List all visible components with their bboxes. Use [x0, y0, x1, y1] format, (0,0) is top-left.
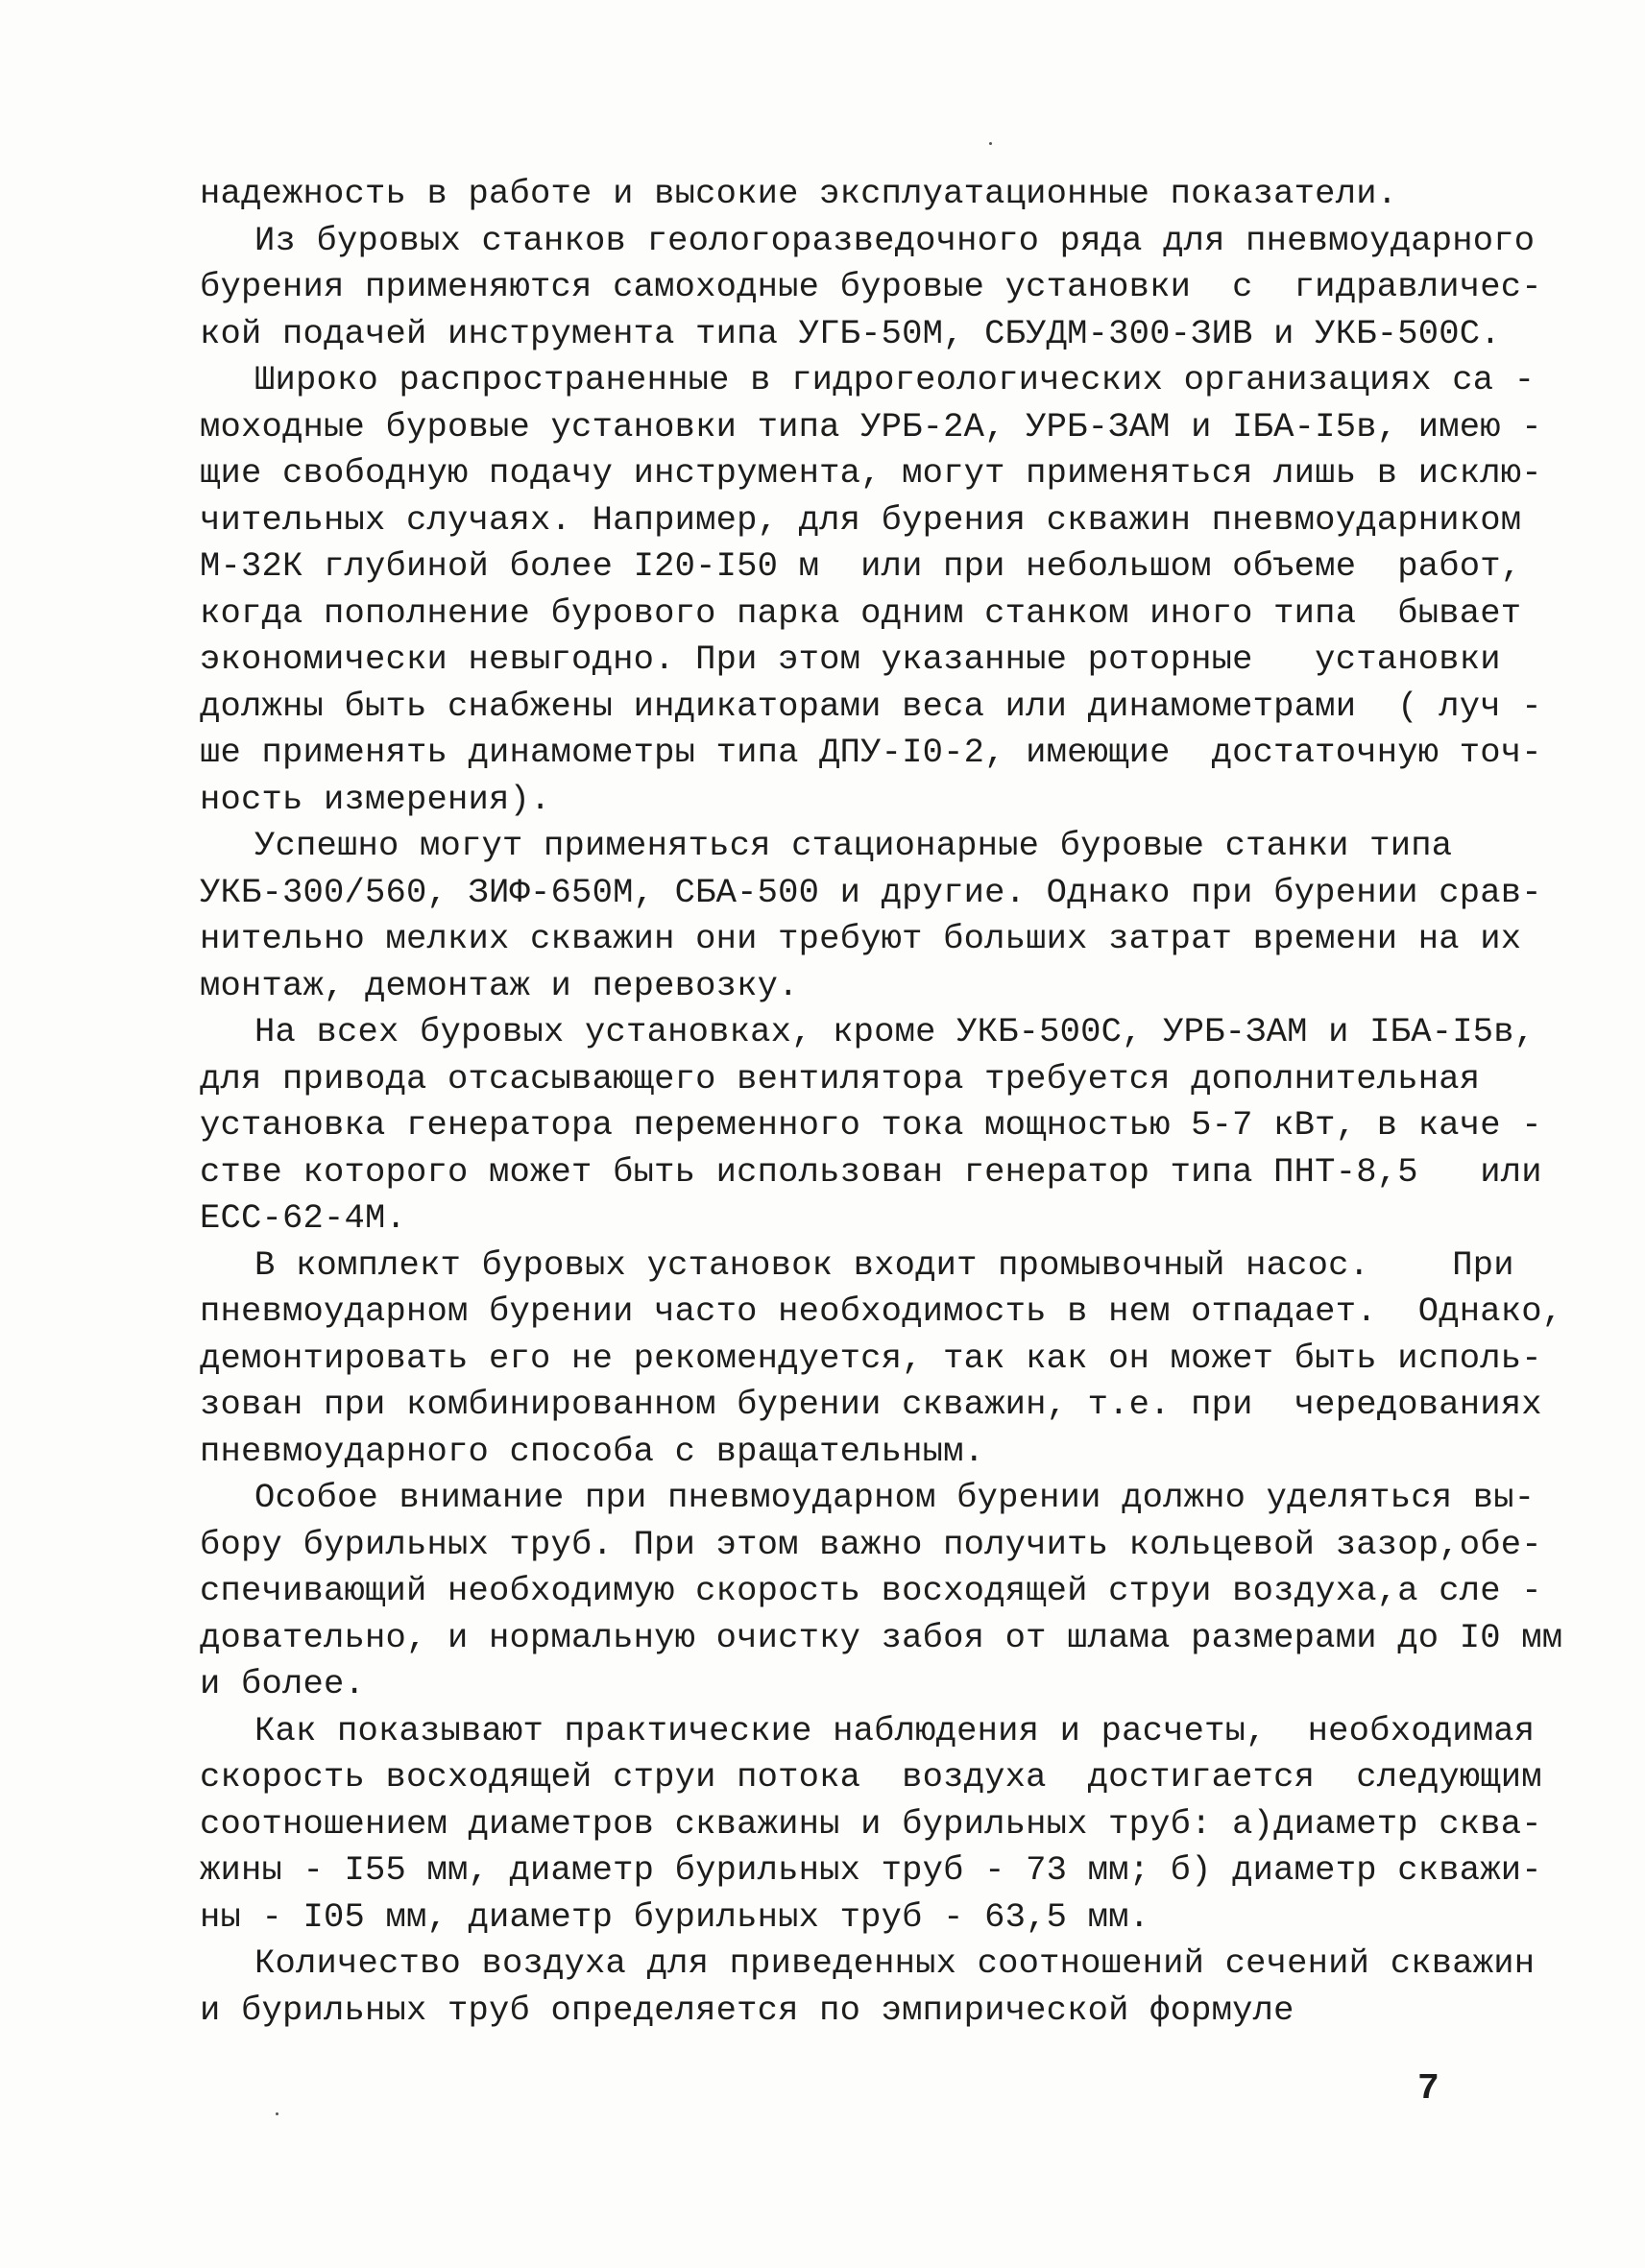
- text-line: бору бурильных труб. При этом важно получить кольцевой зазор,обе-: [200, 1524, 1542, 1564]
- text-line: должны быть снабжены индикаторами веса или динамометрами ( луч -: [200, 686, 1542, 726]
- text-line: ше применять динамометры типа ДПУ-I0-2, имеющие достаточную точ-: [200, 733, 1542, 772]
- text-line: ность измерения).: [200, 779, 551, 819]
- text-line: Широко распространенные в гидрогеологических организациях са -: [254, 360, 1536, 399]
- text-line: моходные буровые установки типа УРБ-2А, УРБ-ЗАМ и IБА-I5в, имею -: [200, 406, 1542, 446]
- text-line: скорость восходящей струи потока воздуха достигается следующим: [200, 1757, 1542, 1797]
- text-line: М-32К глубиной более I20-I50 м или при небольшом объеме работ,: [200, 546, 1522, 586]
- text-line: экономически невыгодно. При этом указанные роторные установки: [200, 639, 1501, 679]
- text-line: Количество воздуха для приведенных соотношений сечений скважин: [254, 1943, 1536, 1983]
- text-line: зован при комбинированном бурении скважин, т.е. при чередованиях: [200, 1385, 1542, 1424]
- text-line: щие свободную подачу инструмента, могут применяться лишь в исклю-: [200, 453, 1542, 493]
- text-line: соотношением диаметров скважины и бурильных труб: а)диаметр сква-: [200, 1803, 1542, 1844]
- text-line: кой подачей инструмента типа УГБ-50М, СБУДМ-300-ЗИВ и УКБ-500С.: [200, 313, 1501, 353]
- scan-speck: [276, 2112, 278, 2115]
- scan-speck: [989, 142, 992, 145]
- text-line: жины - I55 мм, диаметр бурильных труб - 73 мм; б) диаметр скважи-: [200, 1850, 1542, 1890]
- text-line: ЕСС-62-4М.: [200, 1198, 407, 1238]
- text-line: пневмоударном бурении часто необходимость в нем отпадает. Однако,: [200, 1291, 1563, 1331]
- text-line: демонтировать его не рекомендуется, так как он может быть исполь-: [200, 1338, 1542, 1378]
- text-line: монтаж, демонтаж и перевозку.: [200, 965, 799, 1005]
- text-line: Как показывают практические наблюдения и расчеты, необходимая: [254, 1710, 1536, 1750]
- text-line: ны - I05 мм, диаметр бурильных труб - 63,5 мм.: [200, 1896, 1150, 1937]
- text-line: Особое внимание при пневмоударном бурении должно уделяться вы-: [254, 1478, 1536, 1517]
- text-line: В комплект буровых установок входит промывочный насос. При: [254, 1244, 1514, 1285]
- text-line: нительно мелких скважин они требуют больших затрат времени на их: [200, 919, 1522, 958]
- text-line: надежность в работе и высокие эксплуатационные показатели.: [200, 174, 1398, 213]
- text-line: На всех буровых установках, кроме УКБ-500С, УРБ-ЗАМ и IБА-I5в,: [254, 1012, 1536, 1051]
- text-line: и бурильных труб определяется по эмпирической формуле: [200, 1990, 1294, 2030]
- text-line: Из буровых станков геологоразведочного ряда для пневмоударного: [254, 220, 1536, 260]
- text-line: установка генератора переменного тока мощностью 5-7 кВт, в каче -: [200, 1105, 1542, 1145]
- text-line: пневмоударного способа с вращательным.: [200, 1431, 985, 1471]
- text-line: УКБ-300/560, ЗИФ-650М, СБА-500 и другие. Однако при бурении срав-: [200, 872, 1542, 912]
- text-line: стве которого может быть использован генератор типа ПНТ-8,5 или: [200, 1151, 1542, 1192]
- text-line: когда пополнение бурового парка одним станком иного типа бывает: [200, 592, 1522, 633]
- text-line: чительных случаях. Например, для бурения скважин пневмоударником: [200, 499, 1522, 540]
- page-number: 7: [1417, 2068, 1439, 2110]
- text-line: для привода отсасывающего вентилятора требуется дополнительная: [200, 1058, 1481, 1098]
- text-line: бурения применяются самоходные буровые установки с гидравличес-: [200, 267, 1542, 306]
- text-line: спечивающий необходимую скорость восходящей струи воздуха,а сле -: [200, 1571, 1542, 1610]
- body-text: [200, 171, 1563, 2034]
- text-line: Успешно могут применяться стационарные буровые станки типа: [254, 826, 1453, 865]
- text-line: довательно, и нормальную очистку забоя от шлама размерами до I0 мм: [200, 1617, 1563, 1657]
- text-line: и более.: [200, 1664, 366, 1703]
